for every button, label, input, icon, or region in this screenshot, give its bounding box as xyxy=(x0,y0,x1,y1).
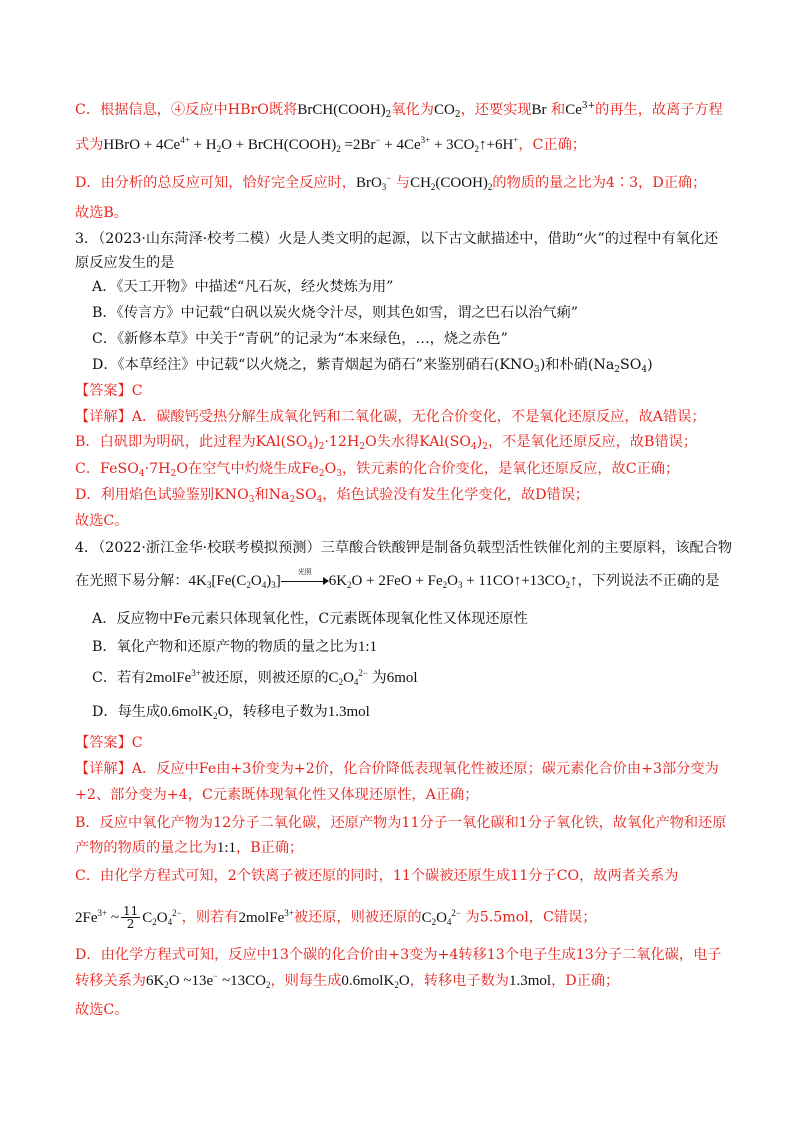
question-3-detail-a: 【详解】A．碳酸钙受热分解生成氧化钙和二氧化碳，无化合价变化，不是氧化还原反应，故A错误； xyxy=(75,409,706,425)
question-4-detail-a-line2: +2、部分变为+4，C元素既体现氧化性又体现还原性，A正确； xyxy=(75,787,479,803)
explanation-2-select: 故选B。 xyxy=(75,205,128,221)
question-3-option-a: A．《天工开物》中描述“凡石灰，经火焚炼为用” xyxy=(92,279,394,295)
question-3-detail-c: C．$FeSO_4\cdot 7H_2O$在空气中灼烧生成$Fe_2O_3$，铁元素的化合价变化，是氧化还原反应，故C正确； xyxy=(75,461,680,479)
explanation-2-c-line1: C．根据信息，④反应中HBrO既将$BrCH(COOH)_2$氧化为$CO_2$，还要实现Br 和$Ce^{3+}$的再生，故离子方程 xyxy=(75,101,723,120)
question-3-option-b: B．《传言方》中记载“白矾以炭火烧令汁尽，则其色如雪，谓之巴石以治气痢” xyxy=(92,305,579,321)
question-3-answer: 【答案】C xyxy=(75,383,143,399)
question-4-answer: 【答案】C xyxy=(75,735,143,751)
question-4-detail-d-line1: D．由化学方程式可知，反应中13个碳的化合价由+3变为+4转移13个电子生成13分子二氧化碳，电子 xyxy=(75,947,722,963)
fraction-11-over-2: $\frac{11}{2}$ xyxy=(122,904,139,931)
question-3-detail-b: B．白矾即为明矾，此过程为$KAl(SO_4)_2\cdot 12H_2O$失水得$KAl(SO_4)_2$，不是氧化还原反应，故B错误； xyxy=(75,434,698,452)
light-reaction-arrow: 光照 xyxy=(281,574,329,588)
question-3-detail-d: D．利用焰色试验鉴别$KNO_3$和$Na_2SO_4$，焰色试验没有发生化学变化，故D错误； xyxy=(75,487,590,505)
question-3-select: 故选C。 xyxy=(75,513,129,529)
question-4-option-d: D．每生成0.6molK$_2$O，转移电子数为1.3mol xyxy=(92,704,370,721)
question-3-option-d: D．《本草经注》中记载“以火烧之，紫青烟起为硝石”来鉴别硝石$(KNO_3)$和朴硝$(Na_2SO_4)$ xyxy=(92,357,653,375)
explanation-2-c-line2: 式为HBrO + $4Ce^{4+} + H_2O$ + $BrCH(COOH)_2 =2Br^- + 4Ce^{3+}$ + $3CO_2↑+6H^+$，C正确； xyxy=(75,135,586,154)
question-4-select: 故选C。 xyxy=(75,1002,129,1018)
question-4-detail-d-line2: 转移关系为$6K_2O$ ~13e− $\sim 13CO_2$，则每生成0.6molK$_2$O，转移电子数为1.3mol，D正确； xyxy=(75,971,620,990)
question-4-detail-a-line1: 【详解】A．反应中Fe由+3价变为+2价，化合价降低表现氧化性被还原；碳元素化合价由+3部分变为 xyxy=(75,761,719,777)
question-4-option-c: C．若有2molFe$^{3+}$被还原，则被还原的$C_2O_4^{2-}$ 为6mol xyxy=(92,668,418,687)
question-4-stem-line1: 4．（2022·浙江金华·校联考模拟预测）三草酸合铁酸钾是制备负载型活性铁催化剂的主要原料，该配合物 xyxy=(75,540,733,556)
question-4-detail-c-line1: C．由化学方程式可知，2个铁离子被还原的同时，11个碳被还原生成11分子CO，故两者关系为 xyxy=(75,868,679,884)
explanation-2-d: D．由分析的总反应可知，恰好完全反应时，BrO$_3$− 与$CH_2(COOH)_2$的物质的量之比为4∶3，D正确； xyxy=(75,173,707,192)
question-4-detail-b-line1: B．反应中氧化产物为12分子二氧化碳，还原产物为11分子一氧化碳和1分子氧化铁，故氧化产物和还原 xyxy=(75,815,727,831)
question-4-detail-b-line2: 产物的物质的量之比为1:1，B正确； xyxy=(75,840,304,856)
question-4-stem-line2: 在光照下易分解：$4K_3[Fe(C_2O_4)_3]$ 光照 $6K_2O + 2FeO + Fe_2O_3$ + $11CO↑+13CO_2↑$，下列说法不正确的是 xyxy=(75,568,720,590)
question-3-option-c: C．《新修本草》中关于“青矾”的记录为“本来绿色，…，烧之赤色” xyxy=(92,331,508,347)
question-4-option-b: B．氧化产物和还原产物的物质的量之比为1:1 xyxy=(92,639,377,655)
question-4-option-a: A．反应物中Fe元素只体现氧化性，C元素既体现氧化性又体现还原性 xyxy=(92,611,528,627)
question-4-detail-c-line2: $2Fe^{3+}$ ~ $\frac{11}{2}$ $C_2O_4^{2-}$，则若有2molFe$^{3+}$被还原，则被还原的$C_2O_4^{2-}$ 为5.5mol，C错误； xyxy=(75,904,597,931)
question-3-stem-line1: 3．（2023·山东菏泽·校考二模）火是人类文明的起源，以下古文献描述中，借助“火”的过程中有氧化还 xyxy=(75,231,719,247)
question-3-stem-line2: 原反应发生的是 xyxy=(75,255,175,271)
